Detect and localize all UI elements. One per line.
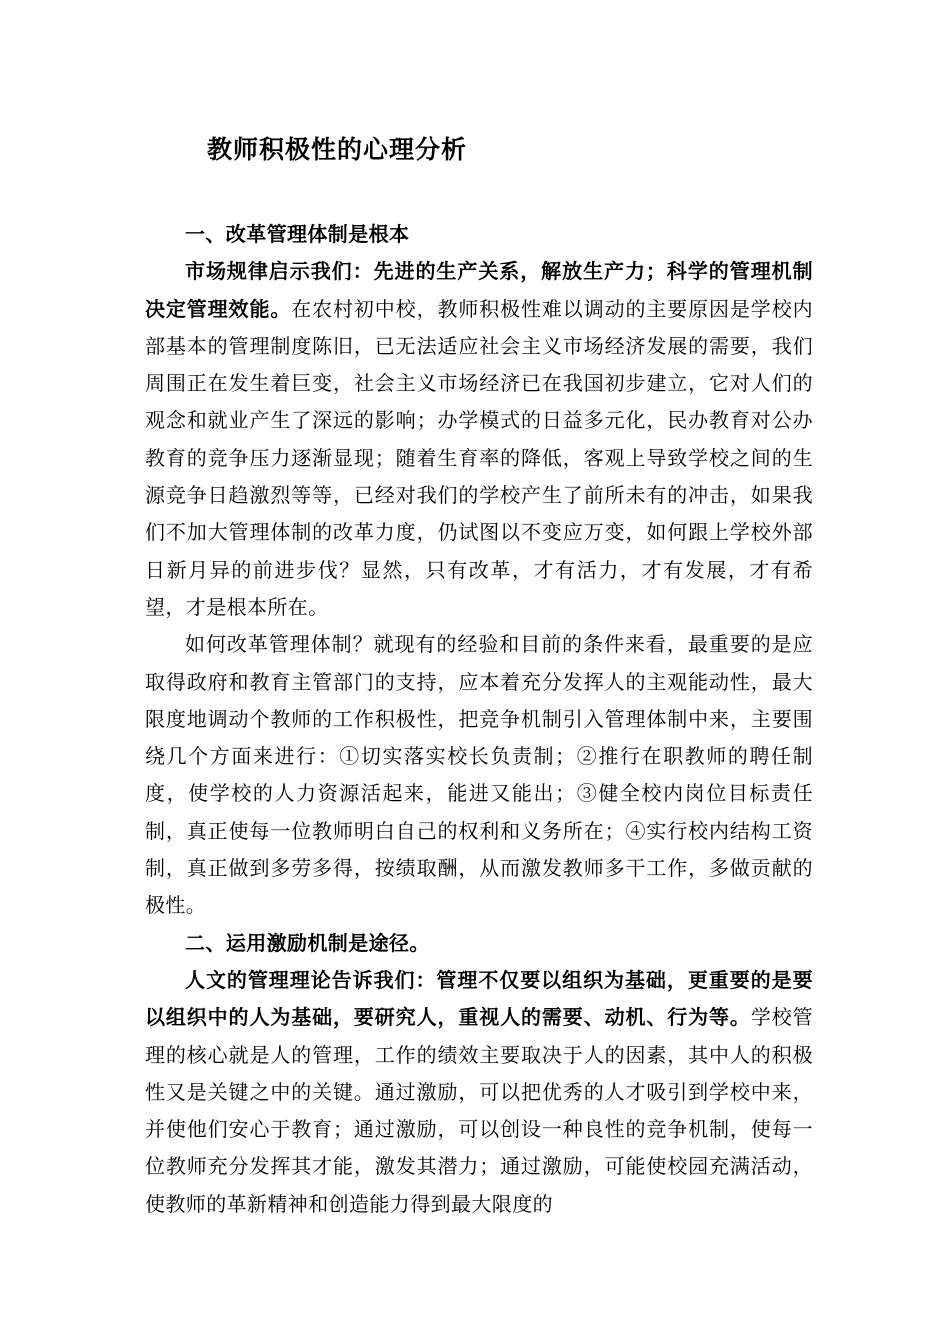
paragraph-lead: 人文的管理理论告诉我们：管理不仅要以组织为基础，更重要的是要以组织中的人为基础，要研究人，重视人的需要、动机、行为等。 [145,967,813,1030]
section-heading-1: 一、改革管理体制是根本 [185,222,410,246]
paragraph-text: 学校管理的核心就是人的管理，工作的绩效主要取决于人的因素，其中人的积极性又是关键之中的关键。通过激励，可以把优秀的人才吸引到学校中来，并使他们安心于教育；通过激励，可以创设一种良性的竞争机制，使每一位教师充分发挥其才能，激发其潜力；通过激励，可能使校园充满活动，使教师的革新精神和创造能力得到最大限度的 [145,1005,813,1216]
paragraph-1-1 [145,253,813,626]
document-body [145,216,813,1223]
paragraph-2-1 [145,962,813,1223]
document-title: 教师积极性的心理分析 [207,135,468,164]
document-page [145,122,813,1223]
paragraph-lead: 市场规律启示我们：先进的生产关系，解放生产力；科学的管理机制决定管理效能。 [145,259,813,321]
paragraph-text: 如何改革管理体制？就现有的经验和目前的条件来看，最重要的是应取得政府和教育主管部门的支持，应本着充分发挥人的主观能动性，最大限度地调动个教师的工作积极性，把竞争机制引入管理体制中来，主要围绕几个方面来进行：①切实落实校长负责制；②推行在职教师的聘任制度，使学校的人力资源活起来，能进又能出；③健全校内岗位目标责任制，真正使每一位教师明白自己的权利和义务所在；④实行校内结构工资制，真正做到多劳多得，按绩取酬，从而激发教师多干工作，多做贡献的极性。 [145,632,813,918]
paragraph-text: 在农村初中校，教师积极性难以调动的主要原因是学校内部基本的管理制度陈旧，已无法适应社会主义市场经济发展的需要，我们周围正在发生着巨变，社会主义市场经济已在我国初步建立，它对人们的观念和就业产生了深远的影响；办学模式的日益多元化，民办教育对公办教育的竞争压力逐渐显现；随着生育率的降低，客观上导致学校之间的生源竞争日趋激烈等等，已经对我们的学校产生了前所未有的冲击，如果我们不加大管理体制的改革力度，仍试图以不变应万变，如何跟上学校外部日新月异的前进步伐？显然，只有改革，才有活力，才有发展，才有希望，才是根本所在。 [145,296,813,619]
paragraph-1-2 [145,626,813,924]
section-heading-2: 二、运用激励机制是途径。 [185,930,430,955]
